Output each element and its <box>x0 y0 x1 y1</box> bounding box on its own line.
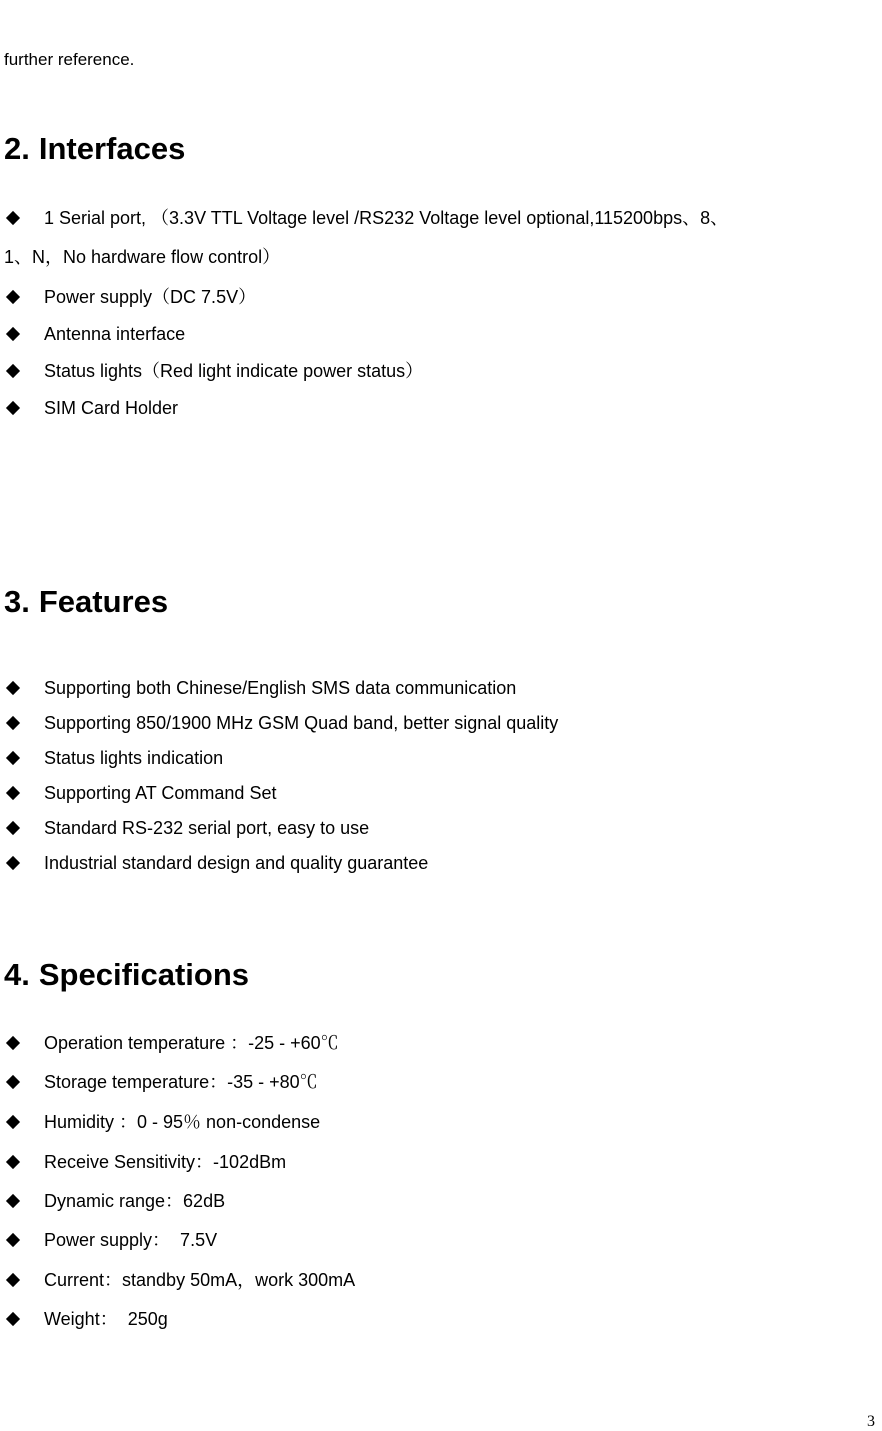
list-item-text: Receive Sensitivity：-102dBm <box>44 1152 287 1172</box>
list-item <box>0 398 860 418</box>
black-diamond-icon <box>6 1075 20 1089</box>
list-item-text: Power supply（DC 7.5V） <box>44 287 257 307</box>
list-item <box>0 1033 860 1053</box>
list-item <box>0 361 860 381</box>
black-diamond-icon <box>6 1036 20 1050</box>
black-diamond-icon <box>6 821 20 835</box>
black-diamond-icon <box>6 1273 20 1287</box>
list-item-text: Antenna interface <box>44 324 186 344</box>
list-item-text: Humidity ：0 - 95％ non-condense <box>44 1112 321 1132</box>
list-item <box>0 1270 860 1290</box>
black-diamond-icon <box>6 786 20 800</box>
page-number: 3 <box>867 1413 875 1430</box>
list-item-text: Weight： 250g <box>44 1309 168 1329</box>
list-item <box>0 783 860 803</box>
section-title: Interfaces <box>38 131 186 166</box>
black-diamond-icon <box>6 1115 20 1129</box>
section-number: 4. <box>4 957 30 992</box>
list-item-text: 1 Serial port, （3.3V TTL Voltage level /RS232 Voltage level optional,115200bps、8、 <box>44 208 729 228</box>
list-item <box>0 1309 860 1329</box>
list-item <box>0 678 860 698</box>
black-diamond-icon <box>6 1194 20 1208</box>
black-diamond-icon <box>6 856 20 870</box>
black-diamond-icon <box>6 1312 20 1326</box>
list-item-text: Standard RS-232 serial port, easy to use <box>44 818 370 838</box>
list-item-text: Dynamic range：62dB <box>44 1191 226 1211</box>
black-diamond-icon <box>6 1233 20 1247</box>
list-item-text: Current：standby 50mA，work 300mA <box>44 1270 356 1290</box>
section-number: 2. <box>4 131 30 166</box>
list-item-continuation: 1、N，No hardware flow control） <box>4 247 281 267</box>
black-diamond-icon <box>6 211 20 225</box>
black-diamond-icon <box>6 290 20 304</box>
list-item <box>0 818 860 838</box>
list-item-text: Industrial standard design and quality guarantee <box>44 853 429 873</box>
list-item-text: Operation temperature ：-25 - +60℃ <box>44 1033 339 1053</box>
black-diamond-icon <box>6 364 20 378</box>
black-diamond-icon <box>6 751 20 765</box>
black-diamond-icon <box>6 1155 20 1169</box>
list-item-text: SIM Card Holder <box>44 398 179 418</box>
interfaces-heading <box>4 131 185 167</box>
list-item <box>0 1191 860 1211</box>
list-item-text: Storage temperature：-35 - +80℃ <box>44 1072 318 1092</box>
black-diamond-icon <box>6 401 20 415</box>
list-item <box>0 324 860 344</box>
list-item-text: Supporting 850/1900 MHz GSM Quad band, better signal quality <box>44 713 559 733</box>
list-item <box>0 713 860 733</box>
list-item <box>0 1072 860 1092</box>
list-item <box>0 1112 860 1132</box>
list-item-text: Supporting AT Command Set <box>44 783 277 803</box>
list-item <box>0 1230 860 1250</box>
features-heading <box>4 584 168 620</box>
black-diamond-icon <box>6 681 20 695</box>
section-title: Specifications <box>38 957 250 992</box>
intro-text: further reference. <box>4 50 135 69</box>
section-title: Features <box>38 584 169 619</box>
list-item-text: Supporting both Chinese/English SMS data communication <box>44 678 517 698</box>
list-item-text: Status lights indication <box>44 748 224 768</box>
list-item <box>0 748 860 768</box>
black-diamond-icon <box>6 327 20 341</box>
list-item-text: Power supply： 7.5V <box>44 1230 218 1250</box>
specifications-heading <box>4 957 249 993</box>
list-item <box>0 287 860 307</box>
list-item-text: Status lights（Red light indicate power status） <box>44 361 424 381</box>
section-number: 3. <box>4 584 30 619</box>
list-item <box>0 1152 860 1172</box>
black-diamond-icon <box>6 716 20 730</box>
list-item <box>0 853 860 873</box>
list-item <box>0 208 860 228</box>
